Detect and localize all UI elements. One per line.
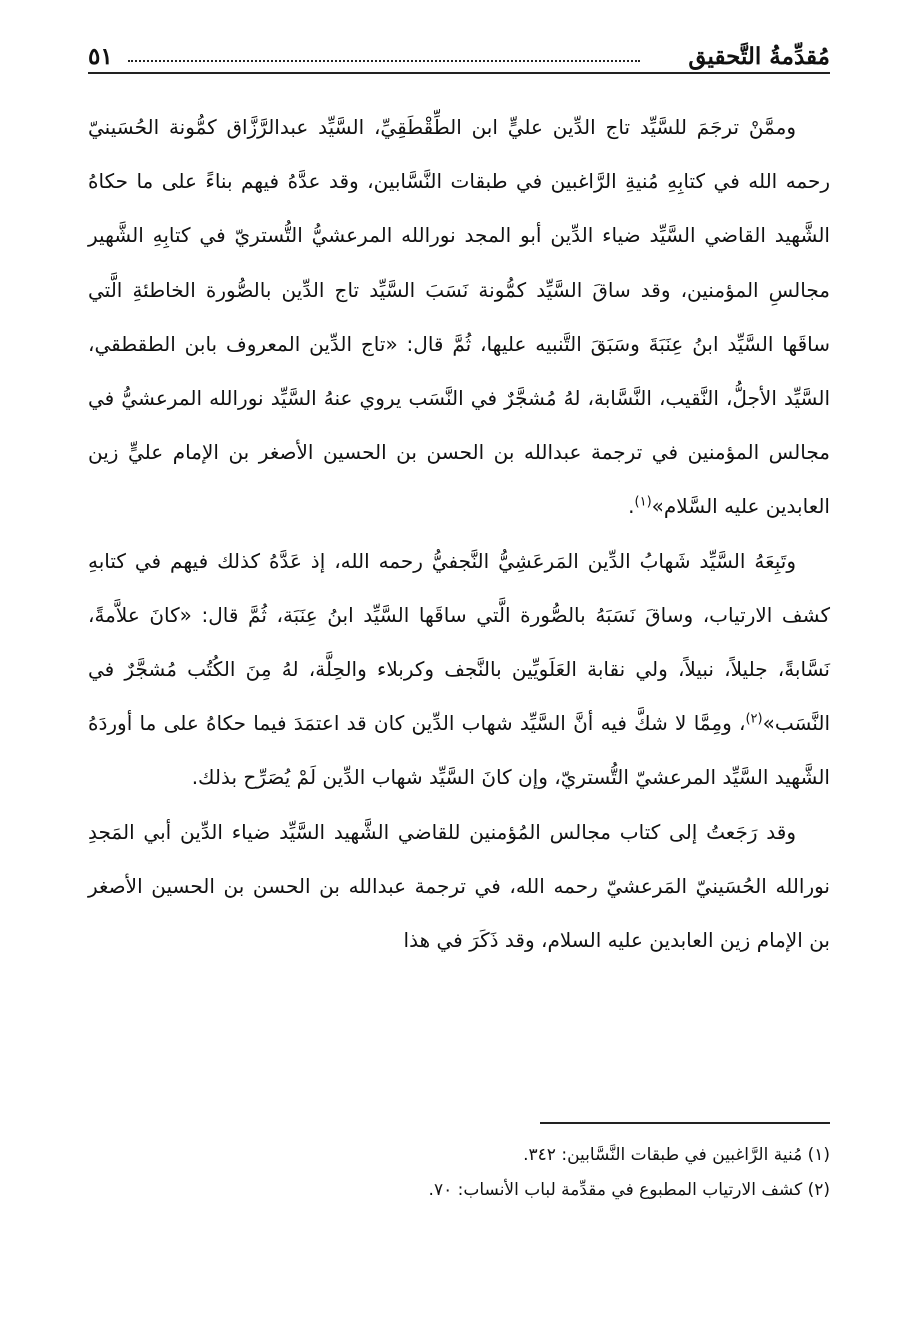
footnotes xyxy=(88,1138,830,1208)
main-text xyxy=(88,100,830,967)
footnote-separator xyxy=(540,1122,830,1124)
paragraph-2-text: وتَبِعَهُ السَّيِّد شَهابُ الدِّين المَرعَشِيُّ النَّجفيُّ رحمه الله، إذ عَدَّهُ كذلك فيهم في كتابهِ كشف الارتياب، وساقَ نَسَبَهُ بالصُّورة الَّتي ساقَها السَّيِّد ابنُ عِنَبَة، ثُمَّ قال: «كانَ علاَّمةً، نَسَّابةً، جليلاً، نبيلاً، ولي نقابة العَلَويِّين بالنَّجف وكربلاء والحِلَّة، لهُ مِنَ الكُتُب مُشجَّرٌ في النَّسَب» xyxy=(88,548,830,736)
running-header xyxy=(88,34,830,74)
header-dot-leader xyxy=(128,60,640,62)
header-rule xyxy=(88,72,830,74)
page-number: ٥١ xyxy=(88,43,113,70)
paragraph-2 xyxy=(88,534,830,805)
paragraph-1-text: وممَّنْ ترجَمَ للسَّيِّد تاج الدِّين عليٍّ ابن الطِّقْطَقِيِّ، السَّيِّد عبدالرَّزَّاق كمُّونة الحُسَينيّ رحمه الله في كتابِهِ مُنيةِ الرَّاغبين في طبقات النَّسَّابين، وقد عدَّهُ فيهم بناءً على ما حكاهُ الشَّهيد القاضي السَّيِّد ضياء الدِّين أبو المجد نورالله المرعشيُّ التُّستريّ في كتابِهِ الشَّهير مجالسِ المؤمنين، وقد ساقَ السَّيِّد كمُّونة نَسَبَ السَّيِّد تاج الدِّين بالصُّورة الخاطئةِ الَّتي ساقَها السَّيِّد ابنُ عِنَبَةَ وسَبَقَ التَّنبيه عليها، ثُمَّ قال: «تاج الدِّين المعروف بابن الطقطقي، السَّيِّد الأجلُّ، النَّقيب، النَّسَّابة، لهُ مُشجَّرٌ في النَّسَب يروي عنهُ السَّيِّد نورالله المرعشيُّ في مجالس المؤمنين في ترجمة عبدالله بن الحسن بن الحسين الأصغر بن الإمام عليٍّ زين العابدين عليه السَّلام» xyxy=(88,115,830,519)
paragraph-2-end: ، ومِمَّا لا شكَّ فيه أنَّ السَّيِّد شهاب الدِّين كان قد اعتمَدَ فيما حكاهُ على ما أوردَهُ الشَّهيد السَّيِّد المرعشيّ التُّستريّ، وإن كانَ السَّيِّد شهاب الدِّين لَمْ يُصَرِّح بذلك. xyxy=(88,711,830,790)
footnote-ref-1: (١) xyxy=(634,494,652,510)
footnote-1: (١) مُنية الرَّاغبين في طبقات النَّسَّابين: ٣٤٢. xyxy=(523,1145,830,1165)
paragraph-1 xyxy=(88,100,830,534)
paragraph-1-end: . xyxy=(628,494,635,519)
footnote-ref-2: (٢) xyxy=(745,711,763,727)
paragraph-3 xyxy=(88,805,830,968)
paragraph-3-text: وقد رَجَعتُ إلى كتاب مجالس المُؤمنين للقاضي الشَّهيد السَّيِّد ضياء الدِّين أبي المَجدِ نورالله الحُسَينيّ المَرعشيّ رحمه الله، في ترجمة عبدالله بن الحسن بن الحسين الأصغر بن الإمام زين العابدين عليه السلام، وقد ذَكَرَ في هذا xyxy=(88,819,830,953)
header-title: مُقدِّمةُ التَّحقيق xyxy=(688,43,830,70)
footnote-2: (٢) كشف الارتياب المطبوع في مقدِّمة لباب الأنساب: ٧٠. xyxy=(428,1180,830,1200)
